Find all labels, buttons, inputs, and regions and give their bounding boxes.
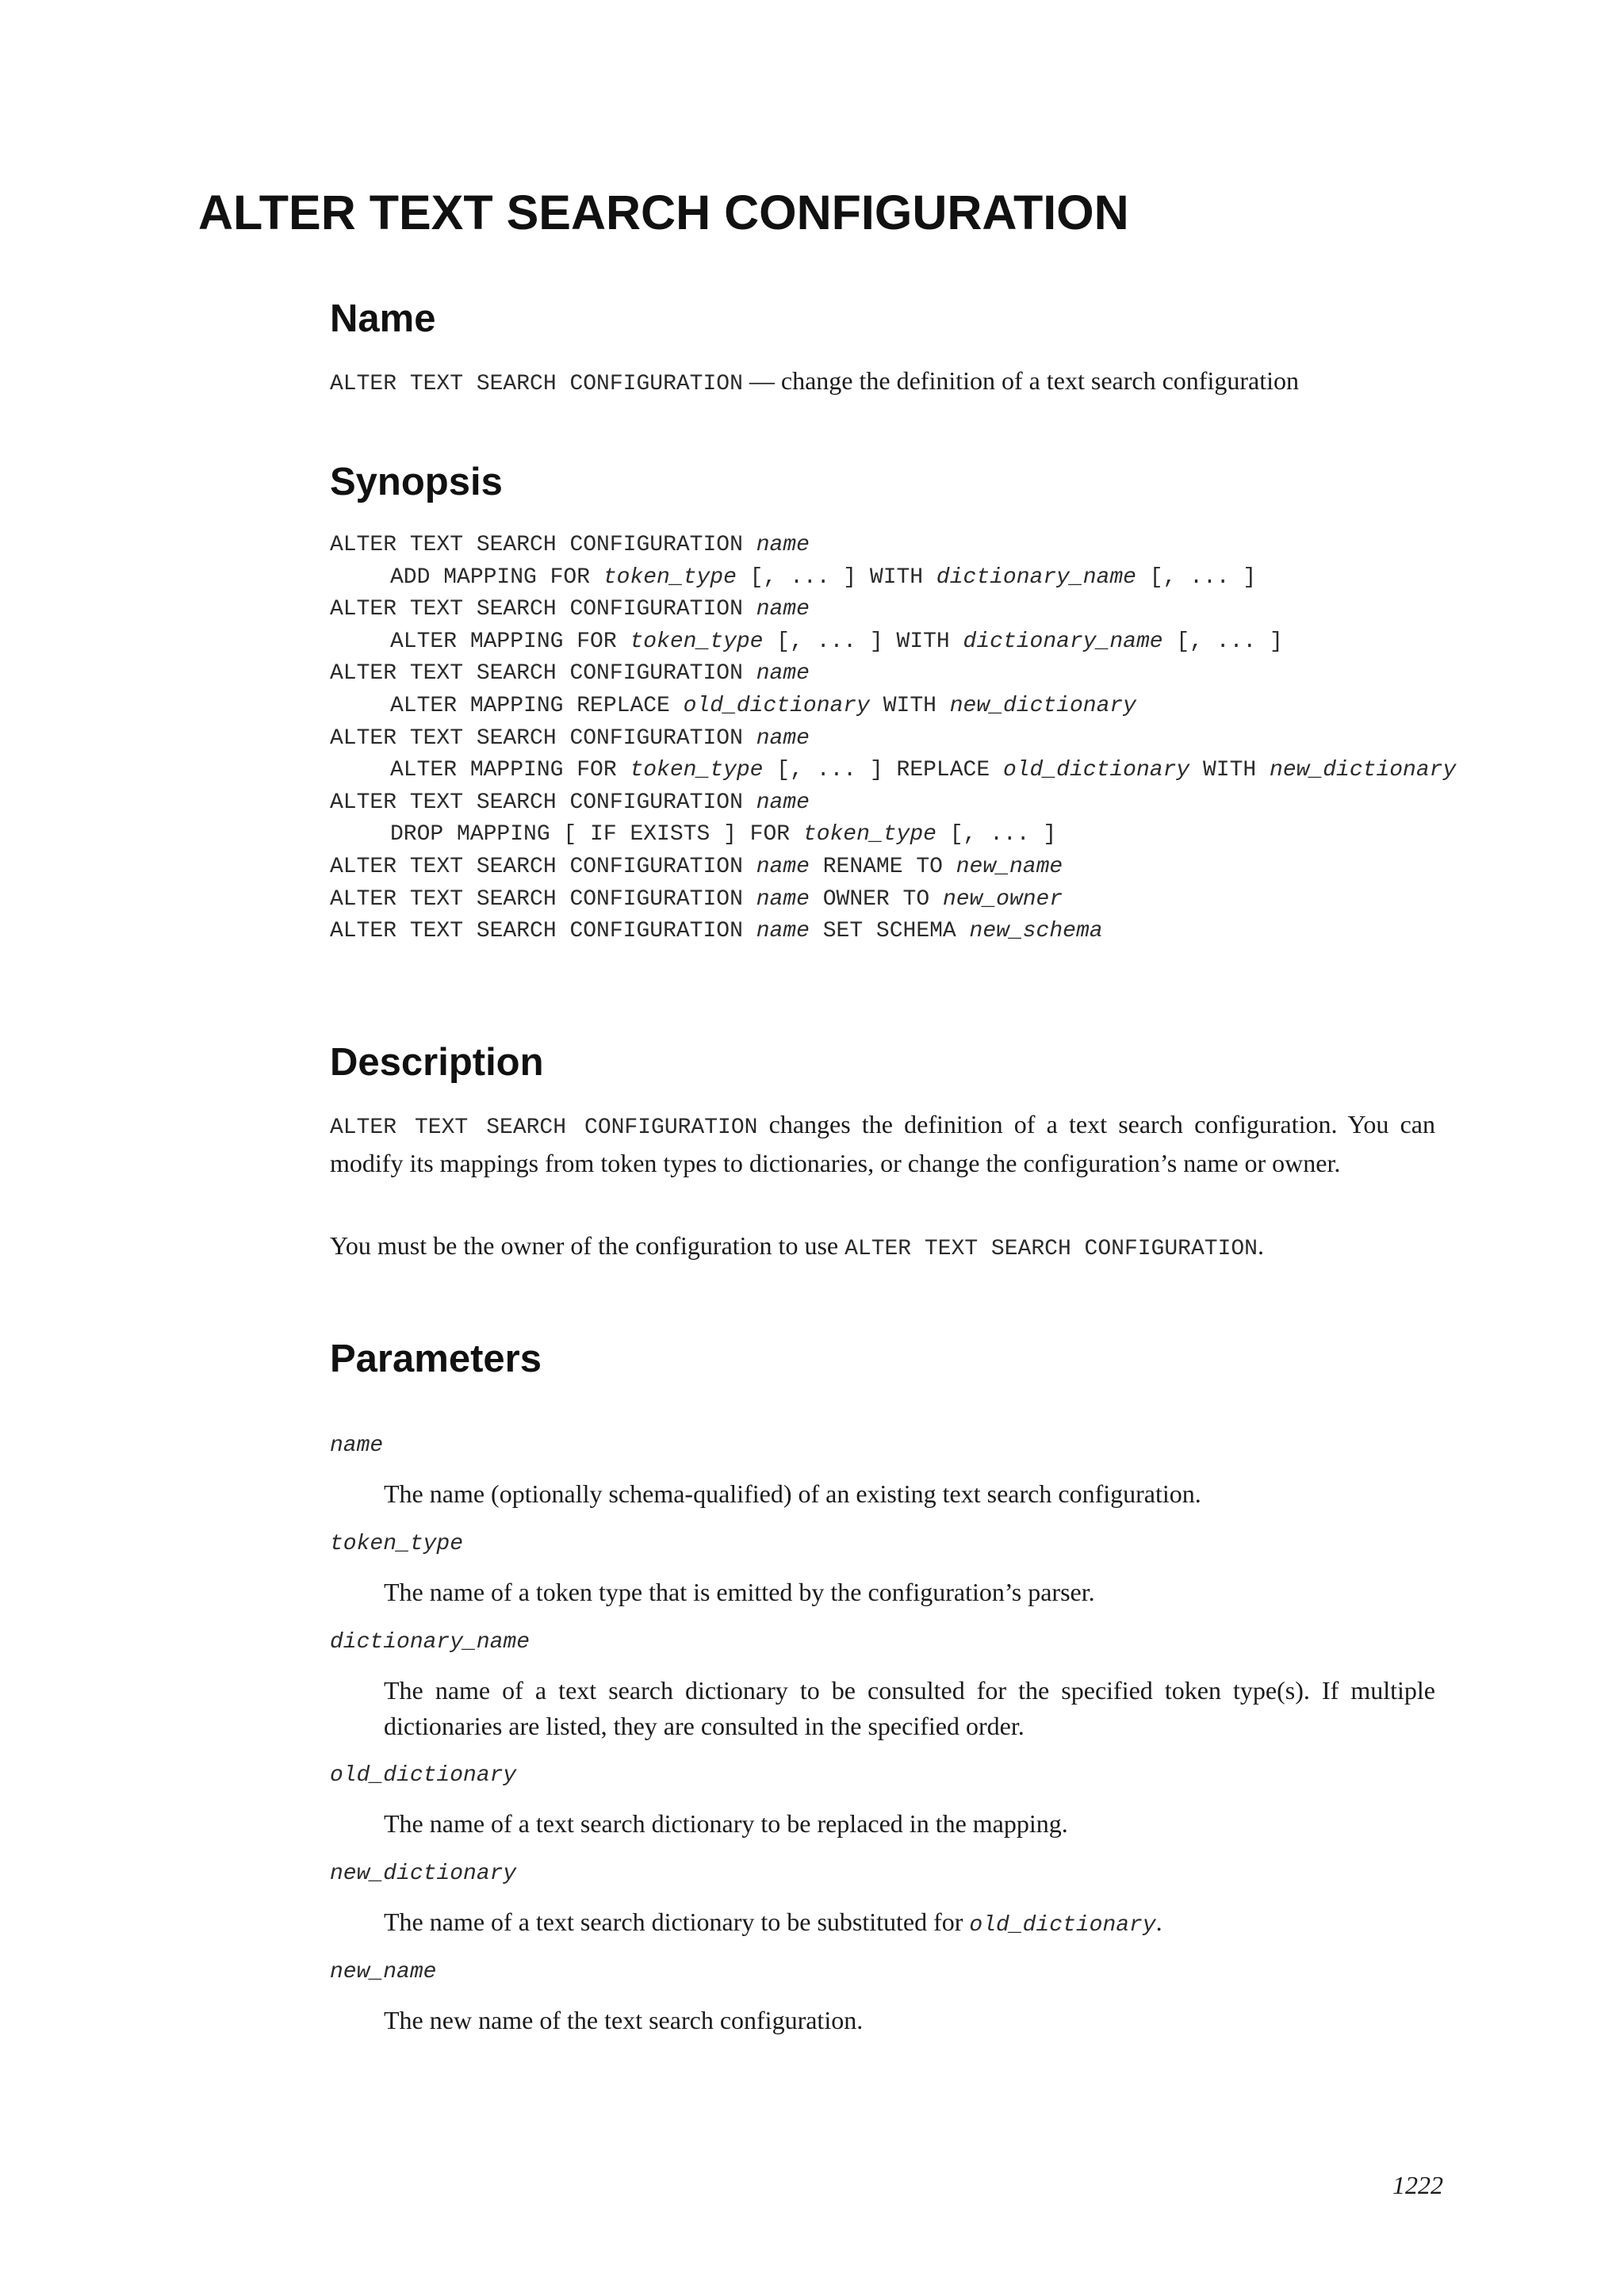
synopsis-placeholder: name — [756, 533, 810, 557]
synopsis-keyword: [, ... ] — [1136, 564, 1257, 590]
synopsis-keyword: ALTER MAPPING FOR — [390, 629, 630, 654]
section-heading-synopsis: Synopsis — [330, 461, 503, 503]
synopsis-placeholder: name — [756, 725, 810, 751]
synopsis-keyword: ALTER TEXT SEARCH CONFIGURATION — [330, 919, 756, 944]
name-summary-text: — change the definition of a text search configuration — [749, 366, 1299, 395]
synopsis-line — [330, 658, 1456, 691]
parameter-definition: The name of a text search dictionary to be consulted for the specified token type(s). If multiple dictionaries are listed, they are consulted in the specified order. — [384, 1676, 1435, 1740]
synopsis-placeholder: old_dictionary — [1002, 758, 1190, 783]
description-command: ALTER TEXT SEARCH CONFIGURATION — [330, 1115, 758, 1140]
parameter-code: old_dictionary — [969, 1913, 1156, 1938]
parameter-term: name — [330, 1433, 384, 1458]
synopsis-placeholder: name — [756, 597, 810, 622]
description-paragraph-1 — [330, 1107, 1435, 1181]
synopsis-keyword: SET SCHEMA — [809, 919, 970, 944]
synopsis-line — [330, 562, 1456, 595]
parameter-definition-end: . — [1155, 1908, 1162, 1936]
synopsis-keyword: ALTER MAPPING REPLACE — [390, 693, 684, 718]
parameter-term: token_type — [330, 1532, 464, 1556]
parameter-term: new_name — [330, 1960, 437, 1984]
synopsis-keyword: OWNER TO — [809, 886, 943, 912]
synopsis-placeholder: new_owner — [942, 886, 1063, 912]
synopsis-keyword: [, ... ] — [936, 822, 1057, 848]
description-text: changes the definition of a text search configuration. You can modify its mappings from token types to dictionaries, or change the configuration’s name or owner. — [330, 1110, 1435, 1177]
synopsis-placeholder: name — [756, 790, 810, 815]
section-heading-description: Description — [330, 1041, 544, 1084]
synopsis-keyword: ALTER TEXT SEARCH CONFIGURATION — [330, 597, 756, 622]
synopsis-keyword: WITH — [869, 693, 950, 718]
synopsis-keyword: [, ... ] WITH — [763, 629, 963, 654]
description-text-end: . — [1257, 1231, 1264, 1260]
description-command: ALTER TEXT SEARCH CONFIGURATION — [845, 1237, 1258, 1261]
synopsis-placeholder: name — [756, 886, 810, 912]
synopsis-placeholder: token_type — [802, 822, 936, 848]
synopsis-line — [330, 755, 1456, 787]
synopsis-placeholder: dictionary_name — [936, 564, 1136, 590]
synopsis-placeholder: name — [756, 854, 810, 879]
name-command: ALTER TEXT SEARCH CONFIGURATION — [330, 372, 743, 396]
synopsis-line — [330, 530, 1456, 562]
page-title: ALTER TEXT SEARCH CONFIGURATION — [198, 186, 1129, 239]
synopsis-keyword: ALTER TEXT SEARCH CONFIGURATION — [330, 725, 756, 751]
synopsis-keyword: DROP MAPPING [ IF EXISTS ] FOR — [390, 822, 803, 848]
parameter-definition: The name of a token type that is emitted by the configuration’s parser. — [384, 1578, 1095, 1606]
section-heading-name: Name — [330, 297, 436, 340]
parameter-definition-text: The name of a text search dictionary to be substituted for — [384, 1908, 970, 1936]
parameter-term: old_dictionary — [330, 1763, 517, 1788]
synopsis-placeholder: token_type — [630, 629, 764, 654]
synopsis-placeholder: dictionary_name — [963, 629, 1163, 654]
synopsis-keyword: ALTER TEXT SEARCH CONFIGURATION — [330, 533, 756, 557]
synopsis-keyword: [, ... ] WITH — [736, 564, 936, 590]
synopsis-placeholder: new_name — [956, 854, 1063, 879]
synopsis-placeholder: new_schema — [969, 919, 1103, 944]
synopsis-placeholder: token_type — [603, 564, 737, 590]
synopsis-block — [330, 530, 1456, 948]
synopsis-keyword: ADD MAPPING FOR — [390, 564, 603, 590]
synopsis-line — [330, 594, 1456, 626]
parameter-definition: The new name of the text search configuration. — [384, 2006, 864, 2034]
synopsis-placeholder: name — [756, 919, 810, 944]
synopsis-placeholder: name — [756, 661, 810, 687]
description-text: You must be the owner of the configuration to use — [330, 1231, 845, 1260]
parameter-term: dictionary_name — [330, 1630, 530, 1655]
parameter-term: new_dictionary — [330, 1862, 517, 1886]
description-paragraph-2 — [330, 1228, 1435, 1267]
synopsis-line — [330, 691, 1456, 723]
section-heading-parameters: Parameters — [330, 1337, 542, 1380]
synopsis-line — [330, 851, 1456, 884]
parameter-definition: The name of a text search dictionary to be replaced in the mapping. — [384, 1809, 1068, 1838]
synopsis-keyword: ALTER TEXT SEARCH CONFIGURATION — [330, 854, 756, 879]
synopsis-placeholder: new_dictionary — [1270, 758, 1457, 783]
name-summary — [330, 363, 1435, 402]
synopsis-keyword: [, ... ] — [1162, 629, 1283, 654]
synopsis-line — [330, 626, 1456, 659]
parameter-definition — [384, 1904, 1435, 1943]
synopsis-placeholder: old_dictionary — [683, 693, 870, 718]
synopsis-keyword: ALTER MAPPING FOR — [390, 758, 630, 783]
synopsis-keyword: ALTER TEXT SEARCH CONFIGURATION — [330, 790, 756, 815]
synopsis-keyword: RENAME TO — [809, 854, 956, 879]
synopsis-keyword: ALTER TEXT SEARCH CONFIGURATION — [330, 661, 756, 687]
synopsis-line — [330, 723, 1456, 756]
synopsis-line — [330, 916, 1456, 948]
synopsis-keyword: WITH — [1189, 758, 1270, 783]
synopsis-placeholder: new_dictionary — [949, 693, 1136, 718]
synopsis-placeholder: token_type — [630, 758, 764, 783]
parameter-definition: The name (optionally schema-qualified) of an existing text search configuration. — [384, 1479, 1201, 1508]
synopsis-keyword: [, ... ] REPLACE — [763, 758, 1003, 783]
synopsis-keyword: ALTER TEXT SEARCH CONFIGURATION — [330, 886, 756, 912]
page-number: 1222 — [1392, 2171, 1443, 2199]
synopsis-line — [330, 884, 1456, 916]
synopsis-line — [330, 819, 1456, 851]
synopsis-line — [330, 787, 1456, 820]
